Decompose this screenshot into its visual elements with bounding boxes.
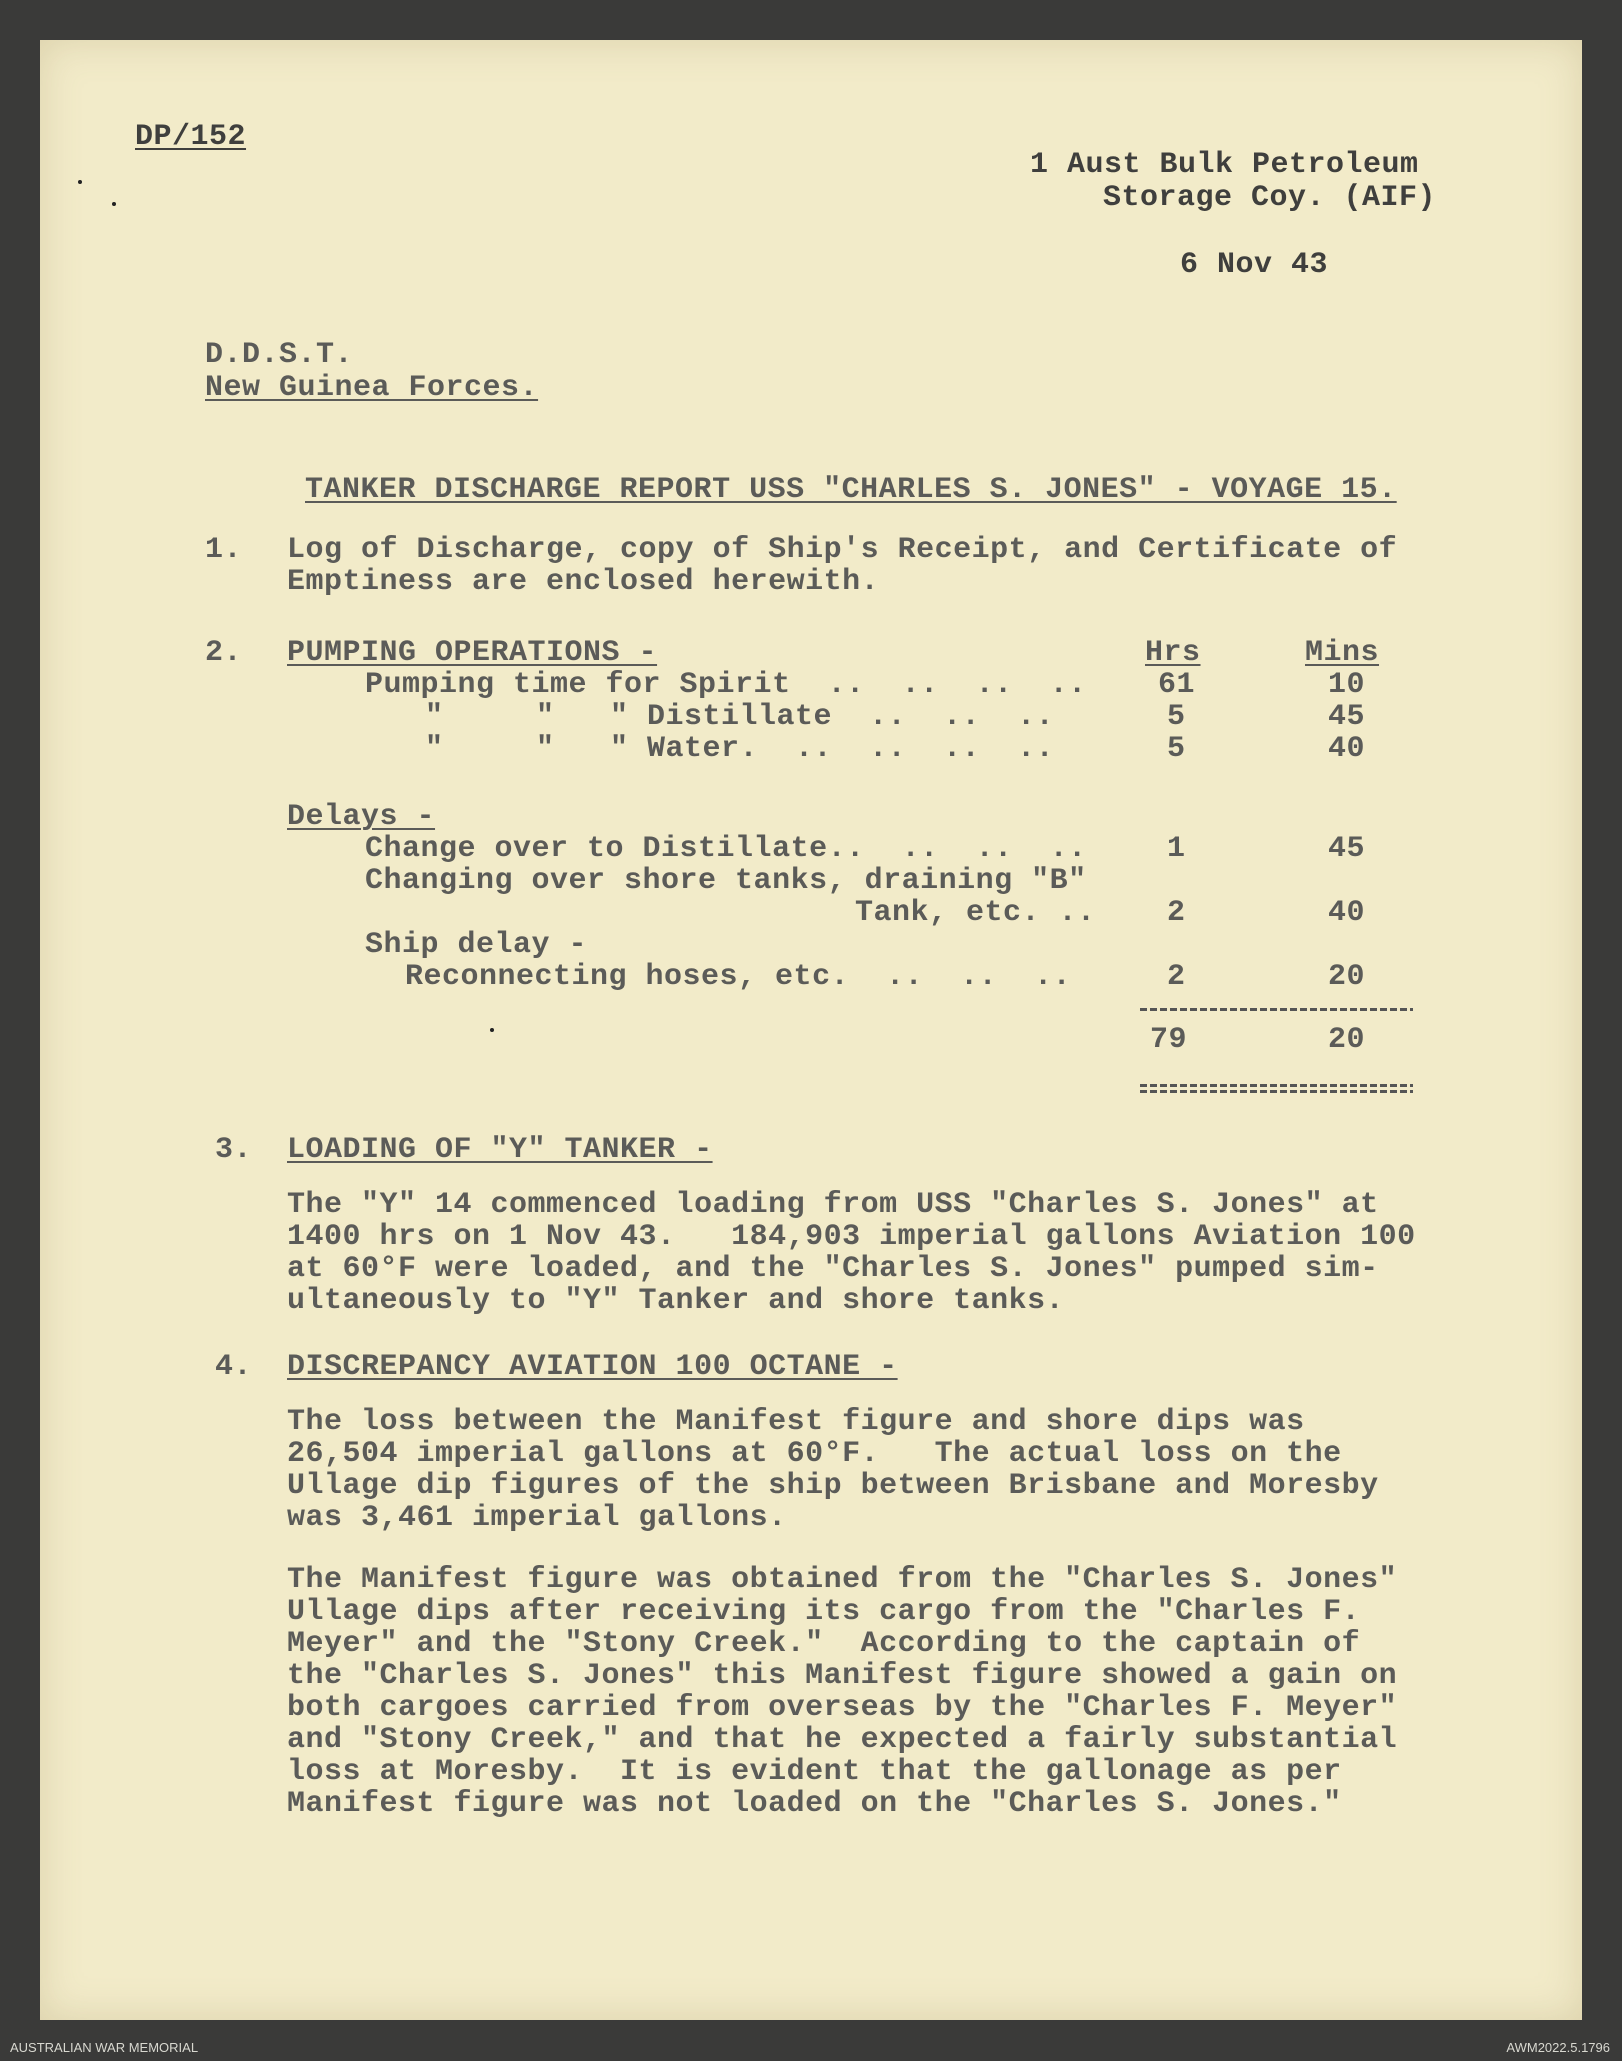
pumping-operations-heading: PUMPING OPERATIONS - (287, 636, 658, 670)
para-3-number: 3. (215, 1133, 253, 1167)
para-4-line: and "Stony Creek," and that he expected a fairly substantial (287, 1723, 1398, 1757)
subtotal-rule (1140, 1008, 1413, 1011)
para-4-line: 26,504 imperial gallons at 60°F. The actual loss on the (287, 1437, 1342, 1471)
loading-heading: LOADING OF "Y" TANKER - (287, 1133, 713, 1167)
para-4-line: Manifest figure was not loaded on the "Charles S. Jones." (287, 1787, 1342, 1821)
delay-row-minutes: 40 (1328, 896, 1366, 930)
delay-row-hours: 2 (1167, 960, 1186, 994)
minutes-column-header: Mins (1305, 636, 1380, 670)
para-1-line: Log of Discharge, copy of Ship's Receipt, and Certificate of (287, 533, 1398, 567)
para-4-line: The Manifest figure was obtained from the "Charles S. Jones" (287, 1563, 1398, 1597)
total-double-rule (1140, 1084, 1413, 1087)
sender-line-1: 1 Aust Bulk Petroleum (1030, 148, 1419, 182)
para-2-number: 2. (205, 636, 243, 670)
delay-row-label: Tank, etc. .. (855, 896, 1096, 930)
pumping-row-minutes: 45 (1328, 700, 1366, 734)
archive-footer (0, 2033, 1622, 2061)
para-4-number: 4. (215, 1350, 253, 1384)
para-4-line: was 3,461 imperial gallons. (287, 1501, 787, 1535)
pumping-row-hours: 61 (1158, 668, 1196, 702)
document-page (40, 40, 1582, 2020)
para-4-line: The loss between the Manifest figure and shore dips was (287, 1405, 1305, 1439)
para-4-line: loss at Moresby. It is evident that the gallonage as per (287, 1755, 1342, 1789)
pumping-row-minutes: 10 (1328, 668, 1366, 702)
pumping-row-label: " " " Water. .. .. .. .. (425, 732, 1055, 766)
para-4-line: both cargoes carried from overseas by the "Charles F. Meyer" (287, 1691, 1398, 1725)
addressee-line-1: D.D.S.T. (205, 338, 354, 372)
footer-accession-number: AWM2022.5.1796 (1506, 2040, 1610, 2055)
delay-row-hours: 2 (1167, 896, 1186, 930)
para-3-line: The "Y" 14 commenced loading from USS "Charles S. Jones" at (287, 1188, 1379, 1222)
total-minutes: 20 (1328, 1023, 1366, 1057)
delay-row-label: Ship delay - (365, 928, 588, 962)
para-4-line: Ullage dip figures of the ship between Brisbane and Moresby (287, 1469, 1379, 1503)
para-3-line: at 60°F were loaded, and the "Charles S. Jones" pumped sim- (287, 1252, 1379, 1286)
letter-date: 6 Nov 43 (1180, 248, 1329, 282)
para-4-line: Ullage dips after receiving its cargo from the "Charles F. (287, 1595, 1361, 1629)
reference-number: DP/152 (135, 120, 247, 154)
para-3-line: ultaneously to "Y" Tanker and shore tanks. (287, 1284, 1065, 1318)
sender-line-2: Storage Coy. (AIF) (1103, 181, 1437, 215)
delay-row-minutes: 20 (1328, 960, 1366, 994)
delay-row-hours: 1 (1167, 832, 1186, 866)
total-double-rule (1140, 1090, 1413, 1093)
hours-column-header: Hrs (1145, 636, 1201, 670)
para-1-line: Emptiness are enclosed herewith. (287, 565, 880, 599)
para-4-line: the "Charles S. Jones" this Manifest figure showed a gain on (287, 1659, 1398, 1693)
delay-row-label: Change over to Distillate.. .. .. .. (365, 832, 1087, 866)
addressee-line-2: New Guinea Forces. (205, 371, 539, 405)
pumping-row-label: Pumping time for Spirit .. .. .. .. (365, 668, 1087, 702)
ink-mark (490, 1028, 494, 1032)
ink-mark (112, 202, 116, 206)
pumping-row-hours: 5 (1167, 732, 1186, 766)
delay-row-label: Reconnecting hoses, etc. .. .. .. (405, 960, 1072, 994)
para-4-line: Meyer" and the "Stony Creek." According to the captain of (287, 1627, 1361, 1661)
pumping-row-minutes: 40 (1328, 732, 1366, 766)
ink-mark (78, 180, 82, 184)
delay-row-minutes: 45 (1328, 832, 1366, 866)
subject-line: TANKER DISCHARGE REPORT USS "CHARLES S. JONES" - VOYAGE 15. (305, 473, 1397, 507)
delays-heading: Delays - (287, 800, 436, 834)
footer-institution: AUSTRALIAN WAR MEMORIAL (10, 2040, 199, 2055)
total-hours: 79 (1150, 1023, 1188, 1057)
para-1-number: 1. (205, 533, 243, 567)
pumping-row-hours: 5 (1167, 700, 1186, 734)
para-3-line: 1400 hrs on 1 Nov 43. 184,903 imperial gallons Aviation 100 (287, 1220, 1416, 1254)
pumping-row-label: " " " Distillate .. .. .. (425, 700, 1055, 734)
discrepancy-heading: DISCREPANCY AVIATION 100 OCTANE - (287, 1350, 898, 1384)
delay-row-label: Changing over shore tanks, draining "B" (365, 864, 1087, 898)
